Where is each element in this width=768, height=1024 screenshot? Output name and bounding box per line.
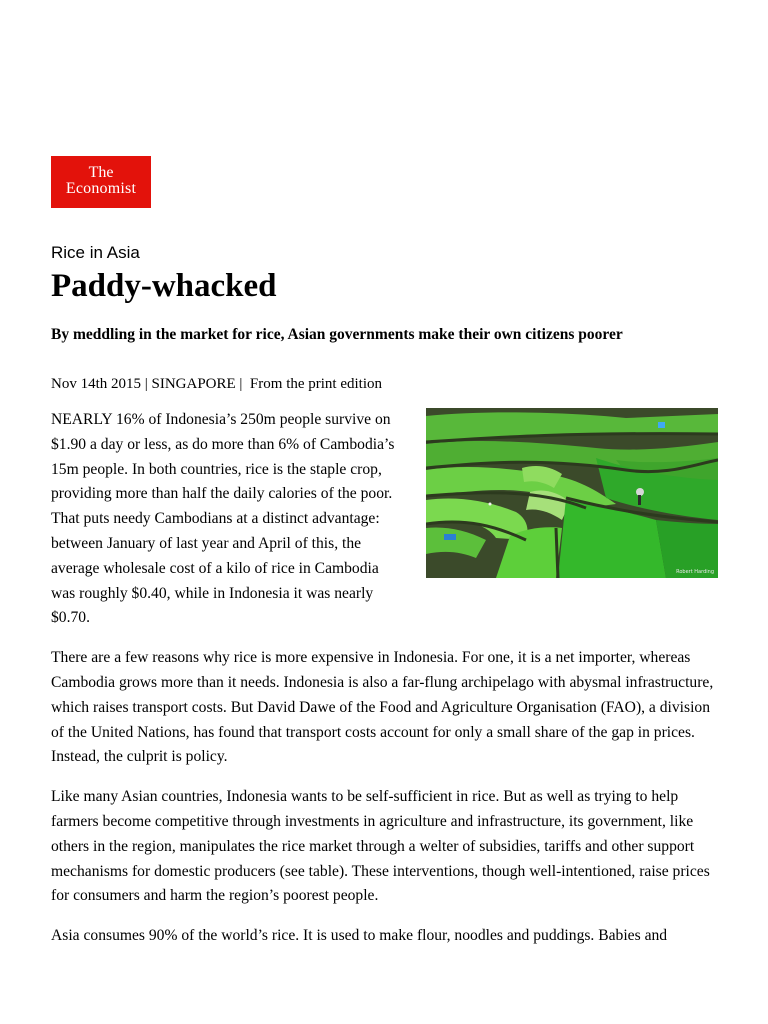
article-rubric: By meddling in the market for rice, Asian governments make their own citizens poorer: [51, 326, 623, 343]
body-paragraph-1: NEARLY 16% of Indonesia’s 250m people survive on $1.90 a day or less, as do more than 6% of Cambodia’s 15m people. In both countries, rice is the staple crop, providing more than half the daily calories of the poor. That puts needy Cambodians at a distinct advantage: between January of last year and April of this, the average wholesale cost of a kilo of rice in Cambodia was roughly $0.40, while in Indonesia it was nearly $0.70.: [51, 411, 395, 627]
logo-line-2: Economist: [65, 180, 137, 197]
logo-line-1: The: [88, 164, 114, 181]
photo-credit: Robert Harding: [676, 569, 714, 575]
article-body: [51, 408, 718, 964]
article-headline: Paddy-whacked: [51, 268, 277, 304]
article-dateline: Nov 14th 2015 | SINGAPORE | From the print edition: [51, 376, 383, 392]
article-flytitle: Rice in Asia: [51, 243, 140, 262]
rice-terraces-illustration: [426, 408, 718, 578]
economist-logo[interactable]: [51, 156, 151, 208]
body-paragraph-2: There are a few reasons why rice is more expensive in Indonesia. For one, it is a net importer, whereas Cambodia grows more than it needs. Indonesia is also a far-flung archipelago with abysmal infrastructure, which raises transport costs. But David Dawe of the Food and Agriculture Organisation (FAO), a division of the United Nations, has found that transport costs account for only a small share of the gap in prices. Instead, the culprit is policy.: [51, 649, 714, 766]
body-paragraph-3: Like many Asian countries, Indonesia wants to be self-sufficient in rice. But as well as trying to help farmers become competitive through investments in agriculture and infrastructure, its government, like others in the region, manipulates the rice market through a welter of subsidies, tariffs and other support mechanisms for domestic producers (see table). These interventions, though well-intentioned, raise prices for consumers and harm the region’s poorest people.: [51, 788, 710, 905]
rice-terraces-photo: [426, 408, 718, 578]
body-paragraph-4: Asia consumes 90% of the world’s rice. It is used to make flour, noodles and puddings. Babies and: [51, 927, 668, 945]
